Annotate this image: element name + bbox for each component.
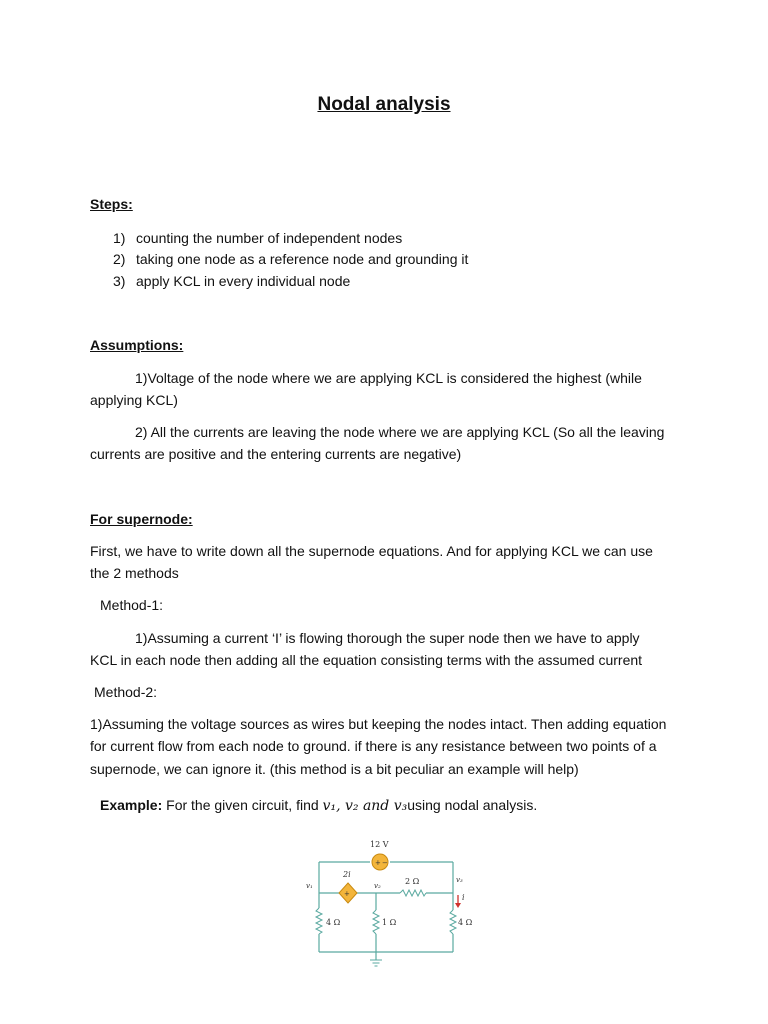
source-voltage-label: 12 V bbox=[370, 840, 389, 849]
ground-icon bbox=[370, 960, 382, 966]
method-1-line-2: KCL in each node then adding all the equation consisting terms with the assumed current bbox=[90, 652, 643, 668]
supernode-intro-line-1: First, we have to write down all the supernode equations. And for applying KCL we can use bbox=[90, 543, 653, 559]
svg-text:+: + bbox=[375, 859, 381, 867]
list-text: apply KCL in every individual node bbox=[136, 273, 351, 289]
resistor-top-icon bbox=[400, 890, 426, 896]
list-item bbox=[113, 273, 350, 289]
dependent-source-label: 2i bbox=[343, 870, 351, 879]
list-text: counting the number of independent nodes bbox=[136, 230, 403, 246]
method-1-line-1: 1)Assuming a current ‘I’ is flowing thorough the super node then we have to apply bbox=[135, 630, 640, 646]
steps-heading: Steps: bbox=[90, 196, 133, 212]
method-1-label: Method-1: bbox=[100, 597, 164, 613]
method-2-line-2: for current flow from each node to ground. if there is any resistance between two points of a bbox=[90, 738, 657, 754]
list-number: 2) bbox=[113, 251, 126, 267]
example-label: Example: bbox=[100, 797, 163, 813]
assumption-1-line-1: 1)Voltage of the node where we are applying KCL is considered the highest (while bbox=[135, 370, 642, 386]
example-math: v₁, v₂ and v₃ bbox=[322, 798, 408, 814]
assumption-1-line-2: applying KCL) bbox=[90, 392, 178, 408]
node-v2-label: v₂ bbox=[374, 882, 381, 890]
resistor-left-icon bbox=[316, 908, 322, 934]
list-number: 1) bbox=[113, 230, 126, 246]
r-left-label: 4 Ω bbox=[326, 918, 341, 927]
resistor-mid-icon bbox=[373, 910, 379, 934]
resistor-right-icon bbox=[450, 910, 456, 934]
circuit-wires bbox=[319, 862, 453, 960]
r-top-label: 2 Ω bbox=[405, 877, 420, 886]
method-2-line-1: 1)Assuming the voltage sources as wires but keeping the nodes intact. Then adding equation bbox=[90, 716, 667, 732]
assumption-2-line-2: currents are positive and the entering currents are negative) bbox=[90, 446, 462, 462]
current-label: i bbox=[462, 893, 465, 902]
svg-text:−: − bbox=[382, 859, 388, 867]
r-right-label: 4 Ω bbox=[458, 918, 472, 927]
example-text-before: For the given circuit, find bbox=[166, 797, 319, 813]
page-title: Nodal analysis bbox=[317, 94, 451, 115]
method-2-label: Method-2: bbox=[94, 684, 158, 700]
assumptions-heading: Assumptions: bbox=[90, 337, 184, 353]
assumption-2-line-1: 2) All the currents are leaving the node where we are applying KCL (So all the leaving bbox=[135, 424, 665, 440]
circuit-diagram bbox=[296, 832, 472, 972]
r-mid-label: 1 Ω bbox=[382, 918, 397, 927]
list-text: taking one node as a reference node and grounding it bbox=[136, 251, 469, 267]
list-item bbox=[113, 230, 402, 246]
example-text-after: using nodal analysis. bbox=[407, 797, 538, 813]
supernode-intro-line-2: the 2 methods bbox=[90, 565, 179, 581]
svg-text:+: + bbox=[344, 890, 350, 898]
list-number: 3) bbox=[113, 273, 126, 289]
method-2-line-3: supernode, we can ignore it. (this method is a bit peculiar an example will help) bbox=[90, 761, 579, 777]
example-line bbox=[100, 797, 537, 814]
node-v1-label: v₁ bbox=[306, 882, 313, 890]
list-item bbox=[113, 251, 468, 267]
supernode-heading: For supernode: bbox=[90, 511, 193, 527]
node-v3-label: v₃ bbox=[456, 876, 463, 884]
